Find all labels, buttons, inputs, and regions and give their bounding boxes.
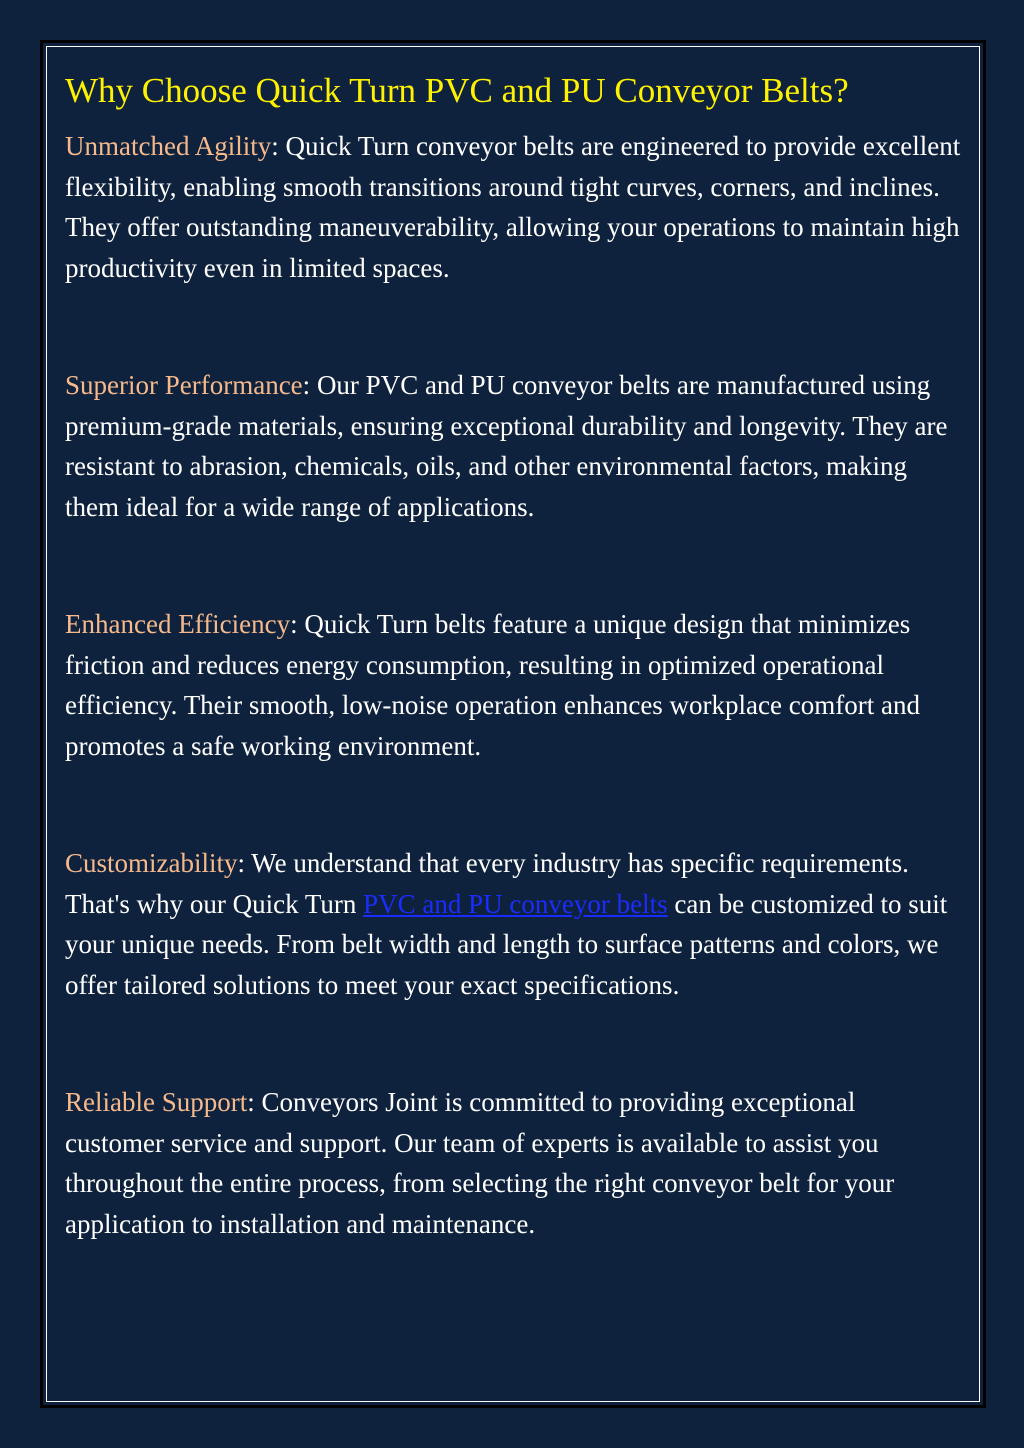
- document-frame: [40, 40, 986, 1408]
- section-text: Conveyors Joint is committed to providing exceptional customer service and support. Our team of experts is available to assist you throughout the entire process, from selecting the right conveyor belt for your application to installation and maintenance.: [65, 1087, 895, 1239]
- section-term: Enhanced Efficiency: [65, 609, 291, 639]
- section-separator: :: [271, 131, 279, 161]
- section-reliable-support: [65, 1082, 961, 1244]
- section-superior-performance: [65, 365, 961, 527]
- section-unmatched-agility: [65, 126, 961, 288]
- section-term: Customizability: [65, 848, 238, 878]
- section-separator: :: [290, 609, 298, 639]
- section-customizability: [65, 843, 961, 1005]
- section-text: Quick Turn conveyor belts are engineered to provide excellent flexibility, enabling smooth transitions around tight curves, corners, and inclines. They offer outstanding maneuverability, allowing your operations to maintain high productivity even in limited spaces.: [65, 131, 961, 283]
- pvc-pu-conveyor-belts-link[interactable]: PVC and PU conveyor belts: [363, 888, 668, 919]
- section-text-before-link: We understand that every industry has specific requirements. That's why our Quick Turn: [65, 848, 909, 919]
- section-separator: :: [302, 370, 311, 400]
- content-border: [46, 46, 980, 1402]
- section-term: Unmatched Agility: [65, 131, 272, 161]
- section-text: Quick Turn belts feature a unique design that minimizes friction and reduces energy consumption, resulting in optimized operational efficiency. Their smooth, low-noise operation enhances workplace comfort and promotes a safe working environment.: [65, 609, 920, 761]
- section-text-after-link: can be customized to suit your unique needs. From belt width and length to surface patterns and colors, we offer tailored solutions to meet your exact specifications.: [65, 888, 948, 1000]
- section-separator: :: [237, 848, 246, 878]
- section-term: Reliable Support: [65, 1087, 248, 1117]
- section-term: Superior Performance: [65, 370, 303, 400]
- section-text: Our PVC and PU conveyor belts are manufactured using premium-grade materials, ensuring exceptional durability and longevity. They are resistant to abrasion, chemicals, oils, and other environmental factors, making them ideal for a wide range of applications.: [65, 370, 948, 522]
- section-separator: :: [247, 1087, 255, 1117]
- section-enhanced-efficiency: [65, 604, 961, 766]
- page-title: Why Choose Quick Turn PVC and PU Conveyor Belts?: [65, 71, 849, 110]
